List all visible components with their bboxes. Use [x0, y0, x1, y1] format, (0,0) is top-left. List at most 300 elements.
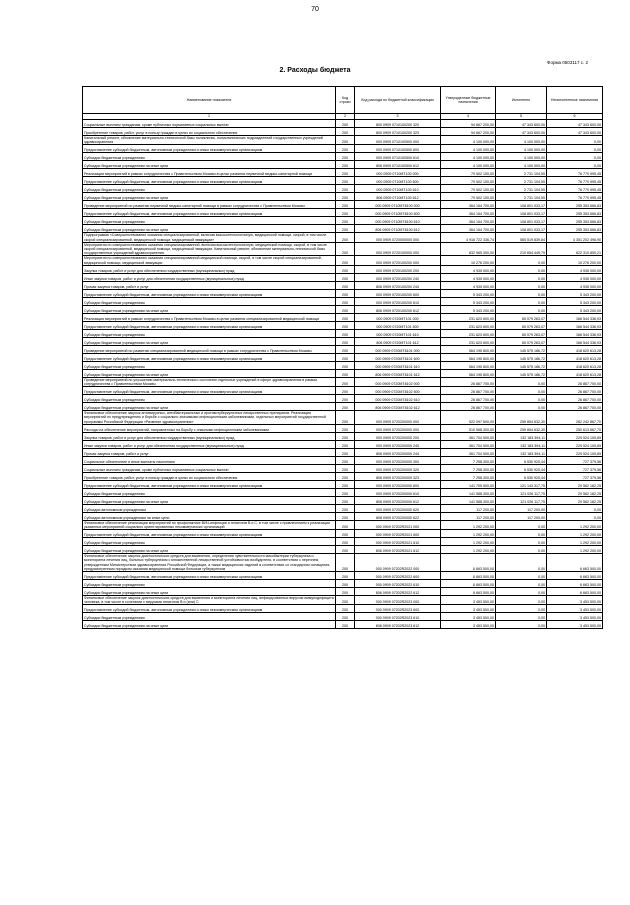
row-unexecuted: 255 353 666,83: [547, 225, 603, 233]
row-executed: 0,00: [496, 297, 547, 305]
row-unexecuted: 727 379,56: [547, 472, 603, 480]
row-name: Субсидии бюджетным учреждениям: [83, 217, 336, 225]
row-name: Предоставление субсидий бюджетным, автономным учреждениям и иным некоммерческим организациям: [83, 572, 336, 580]
row-name: Предоставление субсидий бюджетным, автономным учреждениям и иным некоммерческим организациям: [83, 605, 336, 613]
row-budget-code: 000 0909 0720100000 000: [355, 242, 441, 256]
table-row: [83, 488, 603, 496]
row-budget-code: 000 0909 0720100200 240: [355, 273, 441, 281]
row-executed: 65 079 263,07: [496, 313, 547, 321]
row-approved: 5 343 200,00: [441, 305, 496, 313]
row-line-code: 200: [336, 432, 355, 440]
row-executed: 0,00: [496, 387, 547, 395]
row-name: Прочая закупка товаров, работ и услуг: [83, 448, 336, 456]
row-name: Субсидии бюджетным учреждениям на иные цели: [83, 337, 336, 345]
row-unexecuted: 418 620 613,28: [547, 369, 603, 377]
row-unexecuted: 6 663 500,00: [547, 580, 603, 588]
column-number: 3: [355, 114, 441, 120]
row-approved: 361 704 500,00: [441, 440, 496, 448]
row-approved: 510 568 300,00: [441, 424, 496, 432]
row-executed: 0,00: [496, 265, 547, 273]
row-budget-code: 000 0909 0720МТ101 000: [355, 313, 441, 321]
row-executed: 121 143 317,75: [496, 480, 547, 488]
row-line-code: 200: [336, 209, 355, 217]
row-name: Субсидии бюджетным учреждениям: [83, 538, 336, 546]
table-row: [83, 321, 603, 329]
row-unexecuted: 166 544 336,93: [547, 337, 603, 345]
row-unexecuted: 5 343 200,00: [547, 305, 603, 313]
row-executed: 0,00: [496, 546, 547, 554]
row-approved: 564 195 800,00: [441, 353, 496, 361]
row-budget-code: 000 0909 0720МТ8102 610: [355, 395, 441, 403]
row-unexecuted: 166 544 336,93: [547, 321, 603, 329]
row-budget-code: 806 0909 0720200000 244: [355, 448, 441, 456]
row-name: Финансовое обеспечение закупок антивирусных, антибактериальных и противотуберкулезных лекарственных препаратов. Реализация мероприятий по предупреждению и борьбе с социально значимыми инфекционными заболеваниями, отдельных мероприятий государственной программы Российской Федерации «Развитие здравоохранения»: [83, 411, 336, 425]
row-approved: 3 453 500,00: [441, 596, 496, 605]
row-line-code: 200: [336, 520, 355, 529]
row-executed: 132 183 394,11: [496, 448, 547, 456]
header-approved: Утвержденные бюджетные назначения: [441, 87, 496, 114]
row-approved: 3 453 500,00: [441, 613, 496, 621]
row-executed: 0,00: [496, 520, 547, 529]
row-name: Субсидии бюджетным учреждениям: [83, 329, 336, 337]
row-approved: 141 588 300,00: [441, 488, 496, 496]
row-budget-code: 000 0909 07202R2021 610: [355, 538, 441, 546]
row-line-code: 200: [336, 256, 355, 265]
row-executed: 121 026 117,75: [496, 496, 547, 504]
column-number: 5: [496, 114, 547, 120]
row-executed: 0,00: [496, 256, 547, 265]
row-executed: 108 801 033,17: [496, 201, 547, 209]
row-unexecuted: 418 620 613,28: [547, 361, 603, 369]
row-budget-code: 806 0909 0720МТ8101 612: [355, 369, 441, 377]
row-line-code: 200: [336, 321, 355, 329]
table-row: [83, 546, 603, 554]
table-row: [83, 256, 603, 265]
row-unexecuted: 166 544 336,93: [547, 313, 603, 321]
row-unexecuted: 76 770 995,45: [547, 193, 603, 201]
row-budget-code: 000 0909 0720МТ101 600: [355, 321, 441, 329]
table-row: [83, 353, 603, 361]
row-approved: 141 705 500,00: [441, 480, 496, 488]
row-executed: 65 079 263,07: [496, 337, 547, 345]
header-name: Наименование показателя: [83, 87, 336, 114]
row-name: Проведение мероприятий по улучшению материально-технического состояния отдельных учреждений в сфере здравоохранения в рамках сотрудничества с Правительством Москвы: [83, 377, 336, 386]
row-name: Реализация мероприятий в рамках сотрудничества с Правительством Москвы в целях развития специализированной медицинской помощи: [83, 313, 336, 321]
row-line-code: 200: [336, 488, 355, 496]
row-executed: 132 183 394,11: [496, 440, 547, 448]
row-unexecuted: 0,00: [547, 161, 603, 169]
row-line-code: 200: [336, 313, 355, 321]
row-name: Социальное обеспечение и иные выплаты населению: [83, 456, 336, 464]
row-executed: 117 200,00: [496, 512, 547, 520]
row-approved: 3 453 500,00: [441, 621, 496, 629]
row-unexecuted: 727 379,56: [547, 456, 603, 464]
row-approved: 4 100 000,00: [441, 145, 496, 153]
row-line-code: 200: [336, 345, 355, 353]
table-row: [83, 217, 603, 225]
row-approved: 564 195 800,00: [441, 345, 496, 353]
row-line-code: 200: [336, 193, 355, 201]
row-name: Подпрограмма «Совершенствование оказания специализированной, включая высокотехнологичную, медицинской помощи, скорой, в том числе скорой специализированной, медицинской помощи, медицинской эвакуации»: [83, 233, 336, 242]
row-budget-code: 000 0909 0720000000 000: [355, 233, 441, 242]
row-approved: 26 867 700,00: [441, 403, 496, 411]
table-row: [83, 464, 603, 472]
row-name: Социальные выплаты гражданам, кроме публичных нормативных социальных выплат: [83, 120, 336, 128]
row-name: Субсидии бюджетным учреждениям на иные цели: [83, 588, 336, 596]
row-unexecuted: 727 379,56: [547, 464, 603, 472]
row-line-code: 200: [336, 217, 355, 225]
table-row: [83, 128, 603, 136]
row-name: Субсидии автономным учреждениям на иные цели: [83, 512, 336, 520]
row-approved: 3 453 500,00: [441, 605, 496, 613]
row-unexecuted: 229 524 105,89: [547, 440, 603, 448]
row-line-code: 200: [336, 440, 355, 448]
row-executed: 0,00: [496, 605, 547, 613]
row-approved: 7 258 300,00: [441, 456, 496, 464]
table-row: [83, 361, 603, 369]
row-unexecuted: 47 343 600,00: [547, 120, 603, 128]
row-approved: 94 667 200,00: [441, 120, 496, 128]
row-executed: 4 100 000,00: [496, 136, 547, 145]
table-row: [83, 504, 603, 512]
row-approved: 1 292 200,00: [441, 520, 496, 529]
row-unexecuted: 1 292 200,00: [547, 520, 603, 529]
row-line-code: 200: [336, 225, 355, 233]
row-unexecuted: 250 613 667,70: [547, 424, 603, 432]
row-executed: 108 801 033,17: [496, 209, 547, 217]
row-approved: 5 343 200,00: [441, 289, 496, 297]
row-approved: 832 965 300,00: [441, 242, 496, 256]
row-budget-code: 000 0909 0720200000 320: [355, 464, 441, 472]
row-approved: 79 502 100,00: [441, 169, 496, 177]
row-budget-code: 000 0909 0720200000 200: [355, 432, 441, 440]
table-row: [83, 153, 603, 161]
row-budget-code: 806 0909 07202R2023 612: [355, 621, 441, 629]
row-budget-code: 000 0909 0720200000 240: [355, 440, 441, 448]
row-name: Субсидии бюджетным учреждениям: [83, 488, 336, 496]
row-executed: 0,00: [496, 580, 547, 588]
table-row: [83, 387, 603, 395]
row-name: Финансовое обеспечение реализации мероприятий по профилактике ВИЧ-инфекции и гепатитов B и C, в том числе с привлечением к реализации указанных мероприятий социально ориентированных некоммерческих организаций: [83, 520, 336, 529]
row-line-code: 200: [336, 480, 355, 488]
row-budget-code: 000 0909 0720МТ8101 000: [355, 345, 441, 353]
row-line-code: 200: [336, 472, 355, 480]
row-line-code: 200: [336, 136, 355, 145]
row-executed: 117 200,00: [496, 504, 547, 512]
row-name: Субсидии бюджетным учреждениям на иные цели: [83, 546, 336, 554]
table-row: [83, 265, 603, 273]
row-executed: 65 079 263,07: [496, 321, 547, 329]
row-line-code: 200: [336, 169, 355, 177]
row-executed: 0,00: [496, 621, 547, 629]
row-approved: 6 663 500,00: [441, 554, 496, 572]
row-budget-code: 000 0909 07202R2022 610: [355, 580, 441, 588]
row-name: Субсидии бюджетным учреждениям: [83, 361, 336, 369]
row-name: Предоставление субсидий бюджетным, автономным учреждениям и иным некоммерческим организациям: [83, 321, 336, 329]
row-approved: 1 292 200,00: [441, 546, 496, 554]
row-name: Субсидии бюджетным учреждениям на иные цели: [83, 193, 336, 201]
row-name: Финансовое обеспечение закупок диагностических средств для выявления и мониторинга лечения лиц, инфицированных вирусом иммунодефицита человека, в том числе в сочетании с вирусами гепатитов B и (или) C: [84, 596, 334, 605]
table-row: [83, 411, 603, 425]
row-name: Реализация мероприятий в рамках сотрудничества с Правительством Москвы в целях развития первичной медико-санитарной помощи: [83, 169, 336, 177]
row-name: Предоставление субсидий бюджетным, автономным учреждениям и иным некоммерческим организациям: [83, 289, 336, 297]
row-approved: 522 097 500,00: [441, 411, 496, 425]
row-line-code: 200: [336, 369, 355, 377]
row-unexecuted: 229 524 105,89: [547, 432, 603, 440]
row-name: Проведение мероприятий по развитию специализированной медицинской помощи в рамках сотрудничества с Правительством Москвы: [83, 345, 336, 353]
row-executed: 0,00: [496, 395, 547, 403]
row-line-code: 200: [336, 289, 355, 297]
row-executed: 210 654 449,79: [496, 242, 547, 256]
row-unexecuted: 4 351 202 496,90: [547, 233, 603, 242]
row-approved: 6 663 500,00: [441, 580, 496, 588]
table-row: [83, 177, 603, 185]
row-unexecuted: 26 867 700,00: [547, 403, 603, 411]
row-executed: 132 183 394,11: [496, 432, 547, 440]
table-row: [83, 472, 603, 480]
row-name: Предоставление субсидий бюджетным, автономным учреждениям и иным некоммерческим организациям: [83, 480, 336, 488]
row-approved: 10 276 200,00: [441, 256, 496, 265]
row-approved: 4 935 000,00: [441, 273, 496, 281]
row-unexecuted: 622 310 850,21: [547, 242, 603, 256]
row-budget-code: 806 0909 0720МТ101 612: [355, 337, 441, 345]
row-line-code: 200: [336, 580, 355, 588]
row-line-code: 200: [336, 546, 355, 554]
table-row: [83, 169, 603, 177]
row-approved: 364 154 700,00: [441, 209, 496, 217]
row-name: Субсидии бюджетным учреждениям на иные цели: [83, 369, 336, 377]
table-row: [83, 613, 603, 621]
row-approved: 4 935 000,00: [441, 281, 496, 289]
row-name: Расходы на обеспечение мероприятий, направленных на борьбу с опасными инфекционными заболеваниями: [83, 424, 336, 432]
row-budget-code: 806 0909 0710МТ100 612: [355, 193, 441, 201]
row-approved: 141 588 300,00: [441, 496, 496, 504]
row-budget-code: 000 0909 0720200000 620: [355, 504, 441, 512]
row-name: Мероприятия по совершенствованию оказания специализированной медицинской помощи, скорой, в том числе скорой специализированной, медицинской помощи, медицинской эвакуации: [83, 256, 336, 265]
budget-table: [82, 86, 603, 629]
table-body: [83, 120, 603, 629]
row-budget-code: 000 0909 0710МТ100 000: [355, 169, 441, 177]
row-executed: 0,00: [496, 530, 547, 538]
page-number: 70: [311, 6, 319, 13]
header-budget-code: Код расхода по бюджетной классификации: [355, 87, 441, 114]
row-unexecuted: 20 562 182,25: [547, 496, 603, 504]
row-approved: 361 704 500,00: [441, 448, 496, 456]
row-unexecuted: 1 292 200,00: [547, 538, 603, 546]
row-name: Субсидии бюджетным учреждениям: [83, 580, 336, 588]
table-row: [83, 313, 603, 321]
table-row: [83, 512, 603, 520]
row-budget-code: 806 0909 0720200000 612: [355, 496, 441, 504]
row-unexecuted: 26 867 700,00: [547, 377, 603, 386]
table-row: [83, 305, 603, 313]
row-name: Закупка товаров, работ и услуг для обеспечения государственных (муниципальных) нужд: [83, 432, 336, 440]
table-row: [83, 580, 603, 588]
table-row: [83, 193, 603, 201]
table-row: [83, 456, 603, 464]
row-executed: 0,00: [496, 281, 547, 289]
row-budget-code: 000 0909 0720200000 600: [355, 480, 441, 488]
row-line-code: 200: [336, 538, 355, 546]
row-budget-code: 806 0909 0720100200 612: [355, 305, 441, 313]
row-approved: 1 292 200,00: [441, 538, 496, 546]
row-budget-code: 000 0909 0720200000 000: [355, 424, 441, 432]
row-line-code: 200: [336, 233, 355, 242]
row-approved: 4 100 000,00: [441, 161, 496, 169]
row-unexecuted: 166 544 336,93: [547, 329, 603, 337]
row-unexecuted: 4 935 000,00: [547, 281, 603, 289]
row-executed: 145 575 186,72: [496, 345, 547, 353]
row-executed: 0,00: [496, 377, 547, 386]
table-row: [83, 520, 603, 529]
row-approved: 7 258 300,00: [441, 464, 496, 472]
table-row: [83, 432, 603, 440]
row-approved: 79 502 100,00: [441, 177, 496, 185]
row-budget-code: 000 0909 07202R2023 610: [355, 613, 441, 621]
table-row: [83, 242, 603, 256]
row-unexecuted: 26 867 700,00: [547, 387, 603, 395]
row-name: Закупка товаров, работ и услуг для обеспечения государственных (муниципальных) нужд: [83, 265, 336, 273]
table-row: [83, 605, 603, 613]
row-line-code: 200: [336, 464, 355, 472]
row-unexecuted: 255 353 666,83: [547, 217, 603, 225]
row-budget-code: 806 0909 0720200000 323: [355, 472, 441, 480]
row-executed: 259 854 632,30: [496, 411, 547, 425]
row-name: Субсидии бюджетным учреждениям: [83, 185, 336, 193]
row-approved: 6 663 500,00: [441, 588, 496, 596]
row-unexecuted: 3 453 500,00: [547, 605, 603, 613]
row-name: Иные закупки товаров, работ и услуг для обеспечения государственных (муниципальных) нужд: [83, 440, 336, 448]
row-line-code: 200: [336, 456, 355, 464]
row-line-code: 200: [336, 411, 355, 425]
row-line-code: 200: [336, 273, 355, 281]
row-line-code: 200: [336, 512, 355, 520]
row-approved: 7 258 300,00: [441, 472, 496, 480]
row-approved: 231 623 600,00: [441, 337, 496, 345]
row-budget-code: 000 0909 0710МТ8100 000: [355, 201, 441, 209]
table-row: [83, 538, 603, 546]
row-budget-code: 000 0909 07202R2023 600: [355, 605, 441, 613]
row-approved: 364 154 700,00: [441, 225, 496, 233]
row-approved: 6 663 500,00: [441, 572, 496, 580]
row-name: Предоставление субсидий бюджетным, автономным учреждениям и иным некоммерческим организациям: [83, 209, 336, 217]
table-row: [83, 185, 603, 193]
row-line-code: 200: [336, 613, 355, 621]
row-executed: 0,00: [496, 538, 547, 546]
row-executed: 259 854 632,30: [496, 424, 547, 432]
row-approved: 94 667 200,00: [441, 128, 496, 136]
row-line-code: 200: [336, 177, 355, 185]
row-line-code: 200: [336, 201, 355, 209]
row-budget-code: 808 0909 0720200000 622: [355, 512, 441, 520]
row-approved: 26 867 700,00: [441, 395, 496, 403]
row-unexecuted: 4 935 000,00: [547, 265, 603, 273]
row-executed: 0,00: [496, 273, 547, 281]
row-name: Субсидии автономным учреждениям: [83, 504, 336, 512]
row-line-code: 200: [336, 596, 355, 605]
row-budget-code: 806 0909 07202R2022 612: [355, 588, 441, 596]
row-unexecuted: 76 770 995,45: [547, 185, 603, 193]
row-executed: 0,00: [496, 596, 547, 605]
row-approved: 4 100 000,00: [441, 153, 496, 161]
row-executed: 4 100 000,00: [496, 161, 547, 169]
table-row: [83, 377, 603, 386]
row-name: Субсидии бюджетным учреждениям на иные цели: [83, 496, 336, 504]
table-row: [83, 448, 603, 456]
row-name: Субсидии бюджетным учреждениям: [83, 153, 336, 161]
row-approved: 231 623 600,00: [441, 321, 496, 329]
row-unexecuted: 26 867 700,00: [547, 395, 603, 403]
table-row: [83, 225, 603, 233]
row-name: Предоставление субсидий бюджетным, автономным учреждениям и иным некоммерческим организациям: [83, 177, 336, 185]
row-approved: 364 154 700,00: [441, 217, 496, 225]
table-row: [83, 281, 603, 289]
row-name: Приобретение товаров, работ, услуг в пользу граждан в целях их социального обеспечения: [83, 128, 336, 136]
row-line-code: 200: [336, 387, 355, 395]
row-name: Предоставление субсидий бюджетным, автономным учреждениям и иным некоммерческим организациям: [83, 530, 336, 538]
table-row: [83, 596, 603, 605]
row-approved: 117 200,00: [441, 504, 496, 512]
row-budget-code: 806 0909 0710100500 612: [355, 161, 441, 169]
row-name: Субсидии бюджетным учреждениям на иные цели: [83, 403, 336, 411]
row-executed: 4 100 000,00: [496, 145, 547, 153]
row-unexecuted: 262 242 867,70: [547, 411, 603, 425]
row-executed: 0,00: [496, 403, 547, 411]
row-approved: 361 704 500,00: [441, 432, 496, 440]
row-line-code: 200: [336, 265, 355, 273]
row-line-code: 200: [336, 329, 355, 337]
row-budget-code: 000 0909 0710МТ100 610: [355, 185, 441, 193]
row-approved: 79 502 100,00: [441, 193, 496, 201]
row-line-code: 200: [336, 572, 355, 580]
row-unexecuted: 3 453 500,00: [547, 613, 603, 621]
row-approved: 564 195 800,00: [441, 369, 496, 377]
row-line-code: 200: [336, 337, 355, 345]
row-budget-code: 806 0909 0720100200 244: [355, 281, 441, 289]
row-line-code: 200: [336, 395, 355, 403]
table-row: [83, 440, 603, 448]
row-executed: 121 026 117,75: [496, 488, 547, 496]
row-executed: 47 343 600,00: [496, 128, 547, 136]
row-line-code: 200: [336, 504, 355, 512]
table-row: [83, 424, 603, 432]
row-name: Предоставление субсидий бюджетным, автономным учреждениям и иным некоммерческим организациям: [83, 387, 336, 395]
row-name: Социальные выплаты гражданам, кроме публичных нормативных социальных выплат: [83, 464, 336, 472]
row-approved: 26 867 700,00: [441, 377, 496, 386]
row-unexecuted: 76 770 995,45: [547, 169, 603, 177]
row-line-code: 200: [336, 185, 355, 193]
row-line-code: 200: [336, 621, 355, 629]
row-budget-code: 806 0909 0710МТ8100 612: [355, 225, 441, 233]
row-unexecuted: 0,00: [547, 136, 603, 145]
header-unexecuted: Неисполненные назначения: [547, 87, 603, 114]
row-executed: 0,00: [496, 305, 547, 313]
row-name: Субсидии бюджетным учреждениям: [83, 395, 336, 403]
row-executed: 565 519 839,84: [496, 233, 547, 242]
row-approved: 26 867 700,00: [441, 387, 496, 395]
row-executed: 145 575 186,72: [496, 369, 547, 377]
row-line-code: 200: [336, 297, 355, 305]
row-budget-code: 000 0909 0710100500 610: [355, 153, 441, 161]
table-row: [83, 395, 603, 403]
row-name: Предоставление субсидий бюджетным, автономным учреждениям и иным некоммерческим организациям: [83, 353, 336, 361]
row-line-code: 200: [336, 353, 355, 361]
row-line-code: 200: [336, 153, 355, 161]
row-executed: 108 801 033,17: [496, 217, 547, 225]
row-executed: 0,00: [496, 554, 547, 572]
row-approved: 5 343 200,00: [441, 297, 496, 305]
row-name: Субсидии бюджетным учреждениям на иные цели: [83, 305, 336, 313]
